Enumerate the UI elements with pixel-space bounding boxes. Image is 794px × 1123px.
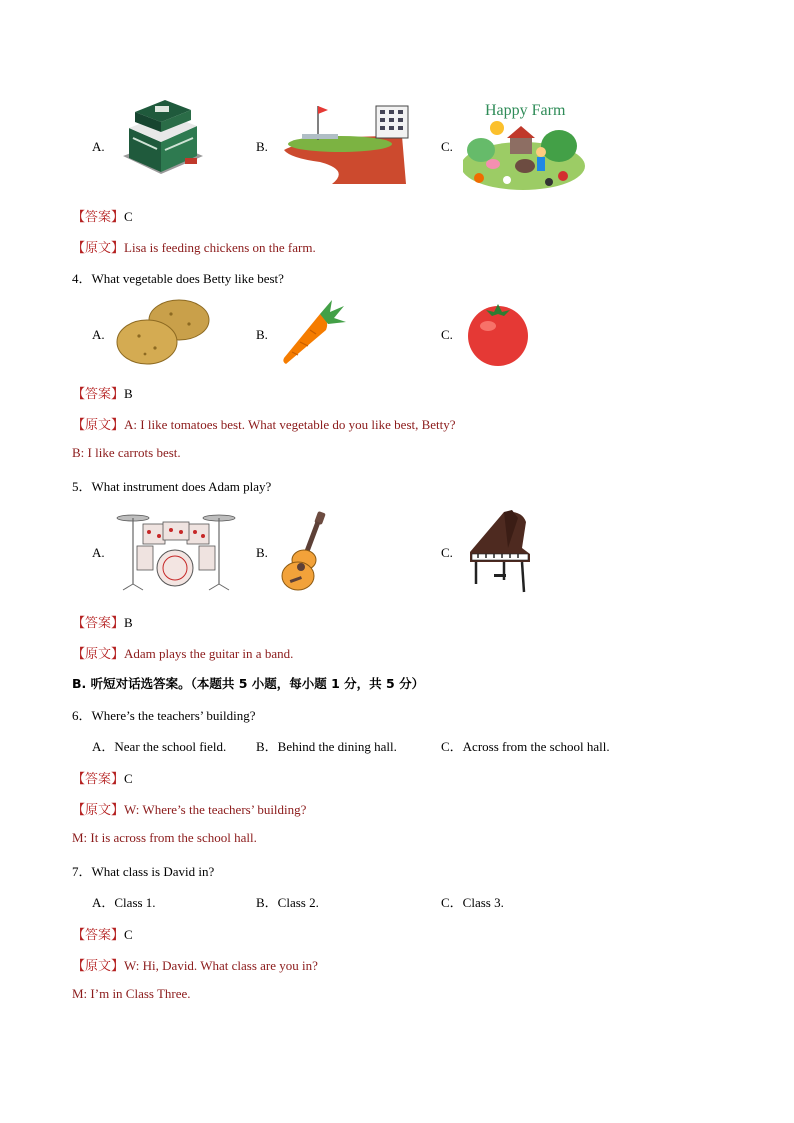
q5-option-a-label: A. — [92, 545, 105, 560]
q7-option-b: B．Class 2. — [256, 895, 319, 910]
q6-option-c: C．Across from the school hall. — [441, 739, 610, 754]
q4-option-c-label: C. — [441, 327, 453, 342]
q7-script — [72, 955, 318, 974]
farm-sign-text: Happy Farm — [485, 102, 566, 119]
script-text: A: I like tomatoes best. What vegetable do you like best, Betty? — [124, 417, 456, 432]
q4-script — [72, 414, 456, 433]
q7-option-a: A．Class 1. — [92, 895, 156, 910]
q3-option-b-label: B. — [256, 139, 268, 154]
q4-option-b-label: B. — [256, 327, 268, 342]
answer-value: B — [124, 386, 133, 401]
script-tag: 【原文】 — [72, 646, 125, 661]
q3-script — [72, 237, 316, 256]
script-tag: 【原文】 — [72, 958, 125, 973]
answer-tag: 【答案】 — [72, 386, 125, 401]
q7-script-line2: M: I’m in Class Three. — [72, 986, 191, 1001]
answer-value: C — [124, 209, 133, 224]
q6-script-line2: M: It is across from the school hall. — [72, 830, 257, 845]
q6-script — [72, 799, 306, 818]
carrot-image — [280, 298, 348, 368]
script-tag: 【原文】 — [72, 240, 125, 255]
script-tag: 【原文】 — [72, 802, 125, 817]
q5-option-c-label: C. — [441, 545, 453, 560]
building-image — [115, 98, 207, 190]
q6-option-b: B．Behind the dining hall. — [256, 739, 397, 754]
q3-option-c-label: C. — [441, 139, 453, 154]
q5-answer — [72, 612, 133, 631]
q4-script-line2: B: I like carrots best. — [72, 445, 181, 460]
script-text: Adam plays the guitar in a band. — [124, 646, 294, 661]
piano-image — [464, 508, 536, 594]
drums-image — [115, 510, 239, 592]
q7-answer — [72, 924, 133, 943]
answer-tag: 【答案】 — [72, 209, 125, 224]
happy-farm-image — [463, 98, 587, 190]
script-text: W: Hi, David. What class are you in? — [124, 958, 318, 973]
guitar-image — [280, 510, 330, 594]
q3-option-a-label: A. — [92, 139, 105, 154]
answer-tag: 【答案】 — [72, 615, 125, 630]
q7-option-c: C．Class 3. — [441, 895, 504, 910]
q6-answer — [72, 768, 133, 787]
q7-question: 7．What class is David in? — [72, 864, 215, 879]
q5-question: 5．What instrument does Adam play? — [72, 479, 272, 494]
q4-answer — [72, 383, 133, 402]
script-text: Lisa is feeding chickens on the farm. — [124, 240, 316, 255]
potatoes-image — [115, 296, 213, 368]
q3-answer — [72, 206, 133, 225]
q4-question: 4．What vegetable does Betty like best? — [72, 271, 284, 286]
q5-script — [72, 643, 293, 662]
script-text: W: Where’s the teachers’ building? — [124, 802, 307, 817]
school-field-image — [280, 100, 415, 186]
q5-option-b-label: B. — [256, 545, 268, 560]
script-tag: 【原文】 — [72, 417, 125, 432]
section-b-heading: B. 听短对话选答案。（本题共 5 小题，每小题 1 分，共 5 分） — [72, 676, 425, 691]
answer-tag: 【答案】 — [72, 927, 125, 942]
answer-value: C — [124, 771, 133, 786]
answer-value: C — [124, 927, 133, 942]
q6-option-a: A．Near the school field. — [92, 739, 227, 754]
tomato-image — [464, 298, 534, 368]
q4-option-a-label: A. — [92, 327, 105, 342]
answer-value: B — [124, 615, 133, 630]
q6-question: 6．Where’s the teachers’ building? — [72, 708, 256, 723]
answer-tag: 【答案】 — [72, 771, 125, 786]
